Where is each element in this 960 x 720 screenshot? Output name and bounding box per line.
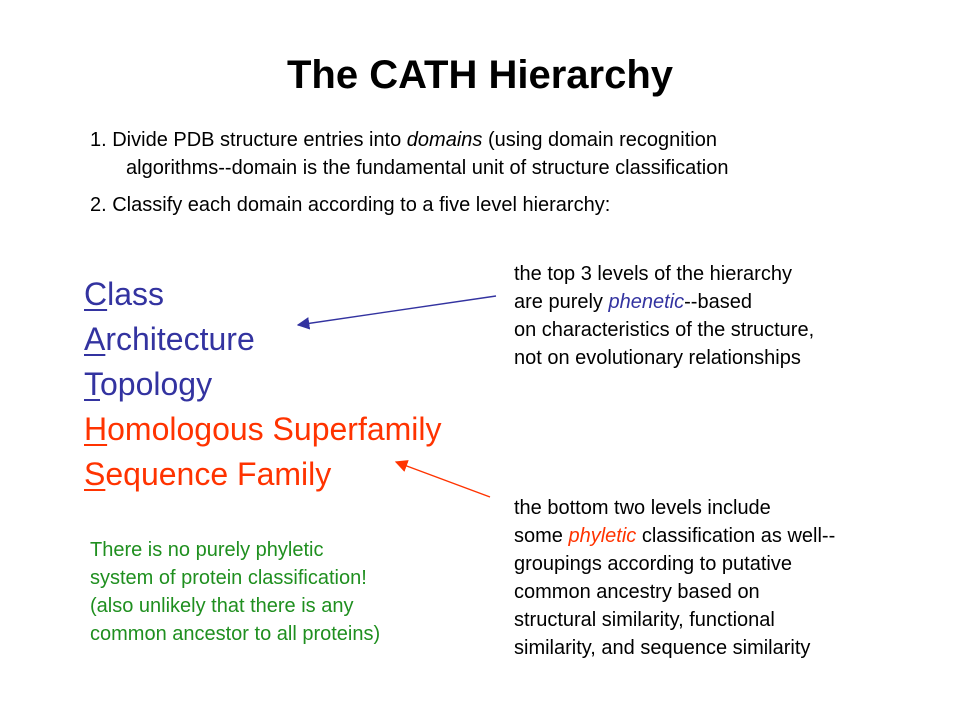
level-topology-initial: T bbox=[84, 366, 100, 402]
phenetic-term: phenetic bbox=[608, 291, 685, 313]
phyletic-term: phyletic bbox=[568, 525, 637, 547]
slide-title: The CATH Hierarchy bbox=[286, 53, 673, 97]
level-sequence-family-initial: S bbox=[84, 456, 106, 492]
note-phyletic-line-2-suffix: classification as well-- bbox=[636, 525, 836, 547]
note-green-line-1: There is no purely phyletic bbox=[90, 539, 324, 561]
note-phenetic-line-1: the top 3 levels of the hierarchy bbox=[514, 263, 792, 285]
note-phenetic-line-3: on characteristics of the structure, bbox=[514, 319, 815, 341]
level-architecture-initial: A bbox=[84, 321, 106, 357]
level-topology-rest: opology bbox=[100, 366, 213, 402]
level-class-initial: C bbox=[84, 276, 108, 312]
note-green-line-4: common ancestor to all proteins) bbox=[90, 623, 381, 645]
level-homologous-superfamily-initial: H bbox=[84, 411, 108, 447]
intro-item-1-prefix: 1. Divide PDB structure entries into bbox=[90, 129, 407, 151]
note-phyletic-line-4: common ancestry based on bbox=[514, 581, 760, 603]
note-green-line-2: system of protein classification! bbox=[90, 567, 367, 589]
note-phenetic-line-2-suffix: --based bbox=[684, 291, 752, 313]
note-green-line-3: (also unlikely that there is any bbox=[90, 595, 354, 617]
level-architecture-rest: rchitecture bbox=[105, 321, 255, 357]
note-phyletic-line-1: the bottom two levels include bbox=[514, 497, 771, 519]
level-class-rest: lass bbox=[107, 276, 165, 312]
level-homologous-superfamily-rest: omologous Superfamily bbox=[107, 411, 442, 447]
note-phenetic-line-2-prefix: are purely bbox=[514, 291, 609, 313]
note-phyletic-line-2-prefix: some bbox=[514, 525, 569, 547]
arrow-to-sequence-family bbox=[396, 462, 490, 497]
intro-item-1-emphasis: domains bbox=[406, 129, 483, 151]
note-phyletic-line-6: similarity, and sequence similarity bbox=[514, 637, 811, 659]
note-phyletic-line-5: structural similarity, functional bbox=[514, 609, 775, 631]
level-sequence-family-rest: equence Family bbox=[105, 456, 332, 492]
arrow-to-architecture bbox=[298, 296, 496, 325]
note-phyletic-line-3: groupings according to putative bbox=[514, 553, 792, 575]
intro-item-2: 2. Classify each domain according to a five level hierarchy: bbox=[90, 194, 611, 216]
intro-item-1-suffix: (using domain recognition bbox=[482, 129, 717, 151]
intro-item-1-continuation: algorithms--domain is the fundamental unit of structure classification bbox=[126, 157, 729, 179]
note-phenetic-line-4: not on evolutionary relationships bbox=[514, 347, 801, 369]
